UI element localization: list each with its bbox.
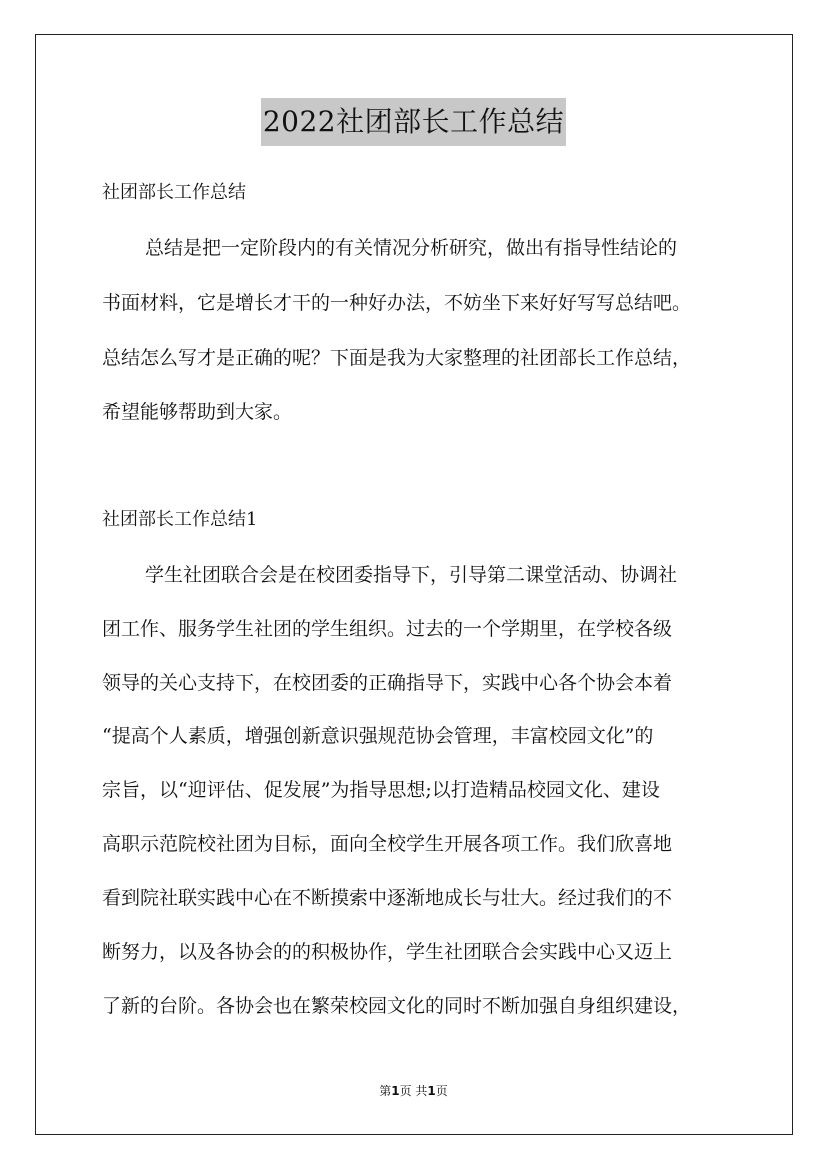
- paragraph-line: 希望能够帮助到大家。: [102, 401, 293, 423]
- footer-mid: 页 共: [399, 1084, 428, 1098]
- footer-current-page: 1: [391, 1084, 400, 1098]
- paragraph-line: 总结是把一定阶段内的有关情况分析研究，做出有指导性结论的: [145, 237, 678, 259]
- document-title: 2022社团部长工作总结: [261, 98, 566, 146]
- paragraph-line: 断努力，以及各协会的的积极协作，学生社团联合会实践中心又迈上: [102, 941, 673, 963]
- paragraph-line: 团工作、服务学生社团的学生组织。过去的一个学期里，在学校各级: [102, 618, 673, 640]
- page-number-footer: [0, 1082, 827, 1100]
- paragraph-line: 了新的台阶。各协会也在繁荣校园文化的同时不断加强自身组织建设，: [102, 995, 692, 1017]
- paragraph-line: 高职示范院校社团为目标，面向全校学生开展各项工作。我们欣喜地: [102, 833, 673, 855]
- paragraph-line: 书面材料，它是增长才干的一种好办法，不妨坐下来好好写写总结吧。: [102, 292, 692, 314]
- section-heading-1: 社团部长工作总结1: [102, 509, 258, 530]
- paragraph-line: 看到院社联实践中心在不断摸索中逐渐地成长与壮大。经过我们的不: [102, 887, 673, 909]
- paragraph-line: 学生社团联合会是在校团委指导下，引导第二课堂活动、协调社: [145, 564, 678, 586]
- footer-prefix: 第: [379, 1084, 392, 1098]
- paragraph-line: 领导的关心支持下，在校团委的正确指导下，实践中心各个协会本着: [102, 672, 673, 694]
- footer-suffix: 页: [435, 1084, 448, 1098]
- paragraph-line: 总结怎么写才是正确的呢？下面是我为大家整理的社团部长工作总结，: [102, 347, 692, 369]
- title-container: [0, 98, 827, 146]
- section-heading-intro: 社团部长工作总结: [102, 182, 246, 203]
- paragraph-line: “提高个人素质，增强创新意识强规范协会管理，丰富校园文化”的: [102, 725, 654, 747]
- footer-total-pages: 1: [427, 1084, 436, 1098]
- paragraph-line: 宗旨，以“迎评估、促发展”为指导思想;以打造精品校园文化、建设: [102, 779, 660, 801]
